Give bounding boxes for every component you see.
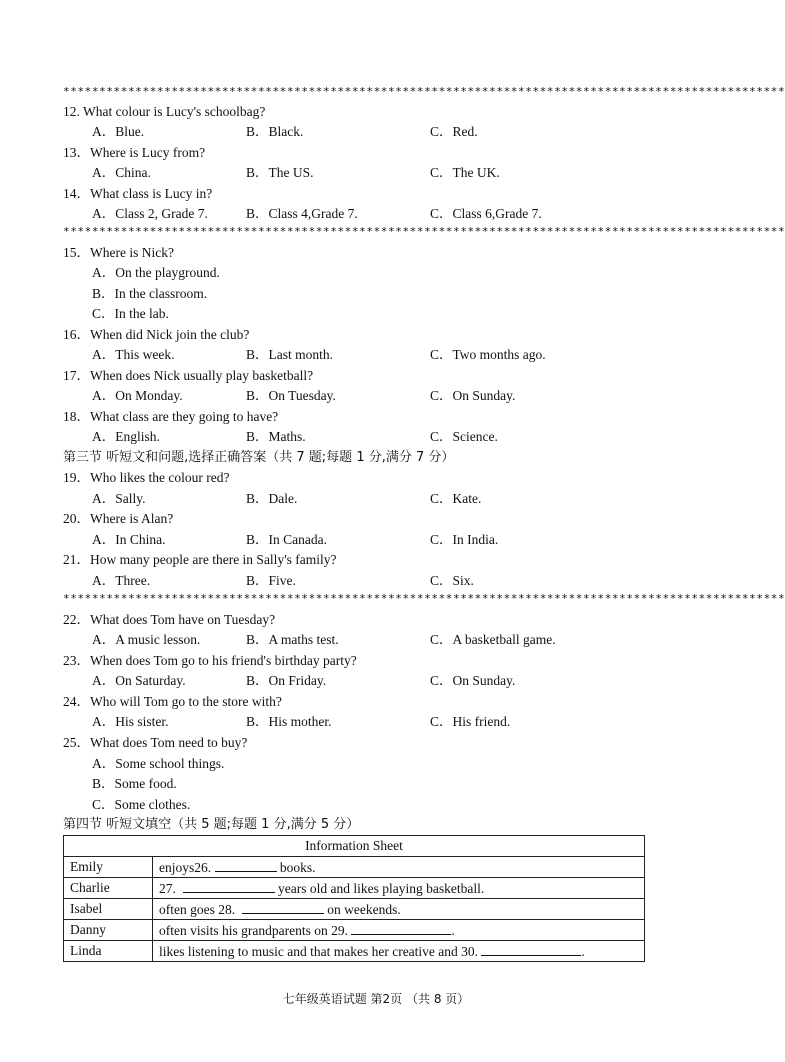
fill-in-cell [153,878,645,899]
question-14: 14．What class is Lucy in? [63,186,213,201]
option-12-a: A．Blue. [92,124,145,139]
option-24-b: B．His mother. [246,714,332,729]
option-12-b: B．Black. [246,124,304,139]
option-16-a: A．This week. [92,347,175,362]
option-23-b: B．On Friday. [246,673,327,688]
option-15-a: A．On the playground. [92,265,220,280]
option-18-c: C．Science. [430,429,498,444]
question-24: 24．Who will Tom go to the store with? [63,694,282,709]
separator-stars: **************************************************************************************************** [63,592,785,605]
option-20-a: A．In China. [92,532,166,547]
person-name: Linda [64,941,153,962]
option-15-b: B．In the classroom. [92,286,208,301]
question-23: 23．When does Tom go to his friend's birthday party? [63,653,357,668]
option-17-b: B．On Tuesday. [246,388,336,403]
question-20: 20．Where is Alan? [63,511,174,526]
option-13-a: A．China. [92,165,151,180]
sentence-end: . [451,922,455,938]
option-24-a: A．His sister. [92,714,169,729]
option-21-c: C．Six. [430,573,474,588]
answer-blank-30[interactable] [481,943,581,956]
sentence-start: often goes 28. [159,901,236,917]
option-19-a: A．Sally. [92,491,146,506]
sentence-end: on weekends. [327,901,401,917]
question-17: 17．When does Nick usually play basketball? [63,368,314,383]
fill-in-cell [153,941,645,962]
section-4-heading: 第四节 听短文填空（共 5 题;每题 1 分,满分 5 分） [63,817,360,832]
answer-blank-26[interactable] [215,859,277,872]
option-21-a: A．Three. [92,573,151,588]
sentence-end: books. [279,859,316,875]
option-23-c: C．On Sunday. [430,673,516,688]
option-14-a: A．Class 2, Grade 7. [92,206,208,221]
option-14-c: C．Class 6,Grade 7. [430,206,542,221]
fill-in-cell [153,899,645,920]
answer-blank-29[interactable] [351,922,451,935]
section-3-heading: 第三节 听短文和问题,选择正确答案（共 7 题;每题 1 分,满分 7 分） [63,450,455,465]
separator-stars: **************************************************************************************************** [63,225,785,238]
question-13: 13．Where is Lucy from? [63,145,206,160]
sentence-start: often visits his grandparents on 29. [159,922,348,938]
option-16-b: B．Last month. [246,347,333,362]
option-25-c: C．Some clothes. [92,797,191,812]
sentence-end: years old and likes playing basketball. [278,880,485,896]
question-16: 16．When did Nick join the club? [63,327,250,342]
separator-stars: **************************************************************************************************** [63,85,785,98]
option-19-b: B．Dale. [246,491,298,506]
option-22-a: A．A music lesson. [92,632,201,647]
page-footer: 七年级英语试题 第2页 （共 8 页） [282,992,470,1006]
sentence-start: 27. [159,880,176,896]
table-row [64,920,645,941]
option-13-c: C．The UK. [430,165,500,180]
option-18-b: B．Maths. [246,429,306,444]
question-25: 25．What does Tom need to buy? [63,735,248,750]
option-22-c: C．A basketball game. [430,632,556,647]
information-sheet-table [63,835,645,962]
option-22-b: B．A maths test. [246,632,339,647]
person-name: Isabel [64,899,153,920]
option-14-b: B．Class 4,Grade 7. [246,206,358,221]
option-17-a: A．On Monday. [92,388,183,403]
option-13-b: B．The US. [246,165,314,180]
option-16-c: C．Two months ago. [430,347,546,362]
option-15-c: C．In the lab. [92,306,169,321]
person-name: Emily [64,857,153,878]
table-row [64,857,645,878]
option-20-b: B．In Canada. [246,532,327,547]
table-row [64,899,645,920]
option-21-b: B．Five. [246,573,296,588]
question-22: 22．What does Tom have on Tuesday? [63,612,276,627]
table-header-row [64,836,645,857]
option-25-b: B．Some food. [92,776,177,791]
question-18: 18．What class are they going to have? [63,409,279,424]
sentence-end: . [581,943,585,959]
option-18-a: A．English. [92,429,160,444]
option-23-a: A．On Saturday. [92,673,186,688]
answer-blank-28[interactable] [242,901,324,914]
option-24-c: C．His friend. [430,714,511,729]
option-20-c: C．In India. [430,532,499,547]
question-21: 21．How many people are there in Sally's family? [63,552,337,567]
answer-blank-27[interactable] [183,880,275,893]
table-row [64,941,645,962]
fill-in-cell [153,920,645,941]
person-name: Charlie [64,878,153,899]
question-19: 19．Who likes the colour red? [63,470,230,485]
question-15: 15．Where is Nick? [63,245,174,260]
option-12-c: C．Red. [430,124,478,139]
sentence-start: likes listening to music and that makes her creative and 30. [159,943,479,959]
table-row [64,878,645,899]
option-25-a: A．Some school things. [92,756,225,771]
table-title: Information Sheet [64,836,645,857]
fill-in-cell [153,857,645,878]
sentence-start: enjoys26. [159,859,212,875]
question-12: 12. What colour is Lucy's schoolbag? [63,104,266,119]
person-name: Danny [64,920,153,941]
option-17-c: C．On Sunday. [430,388,516,403]
option-19-c: C．Kate. [430,491,482,506]
